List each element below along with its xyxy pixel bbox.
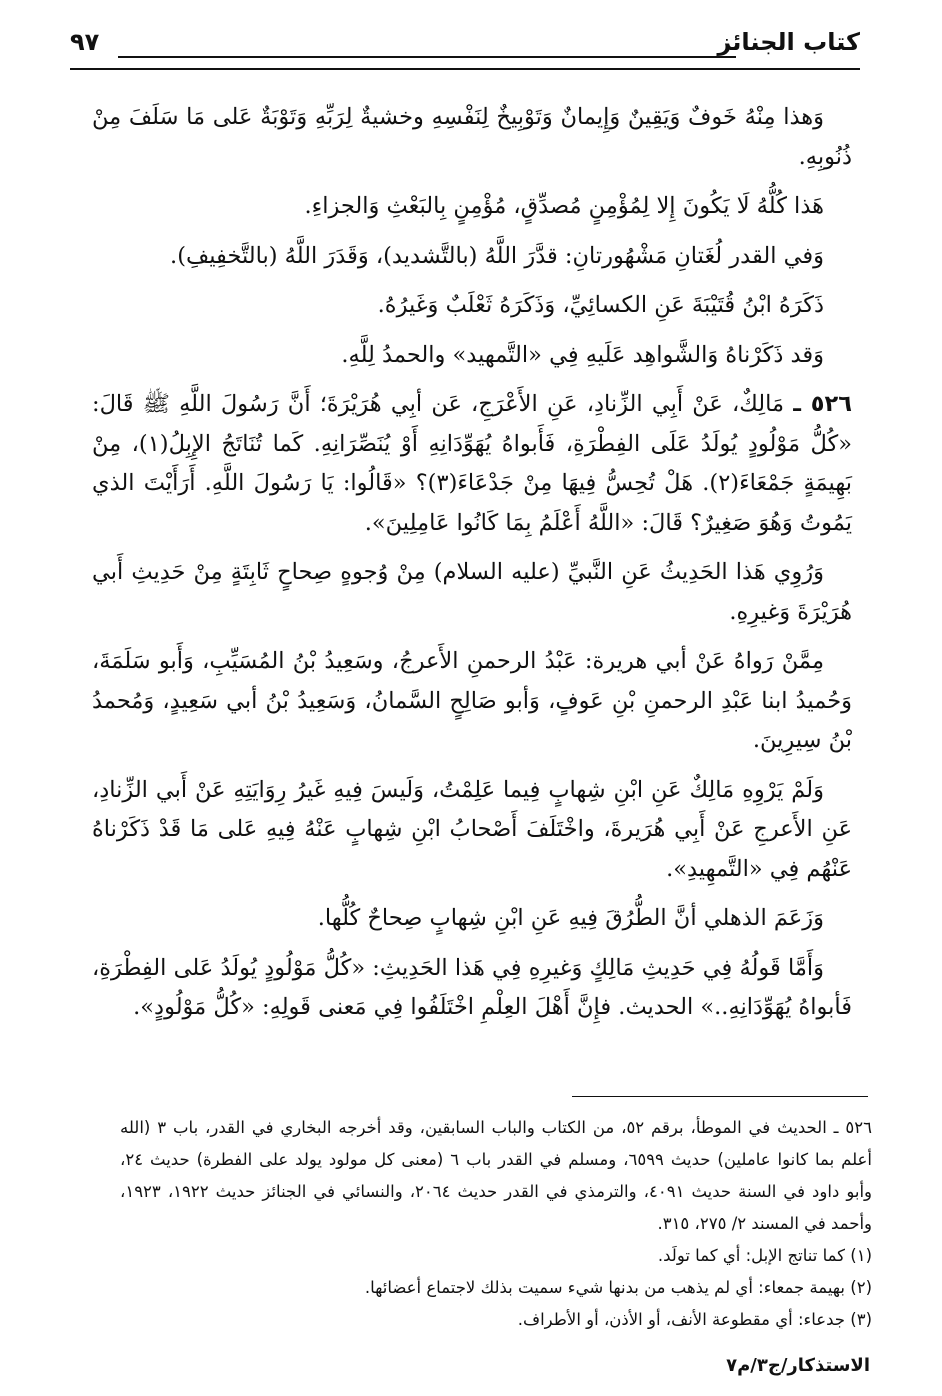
paragraph: وَرُوِي هَذا الحَدِيثُ عَنِ النَّبيِّ (عليه السلام) مِنْ وُجوهٍ صِحاحٍ ثَابِتَةٍ مِنْ حَدِيثِ أَبي هُرَيْرَةَ وَغيرِهِ. — [92, 559, 852, 625]
page-header — [70, 28, 860, 78]
paragraph: وَلَمْ يَرْوِهِ مَالِكٌ عَنِ ابْنِ شِهابٍ فِيما عَلِمْتُ، وَلَيسَ فِيهِ غَيرُ رِوَايَتِهِ عَنْ أَبي الزِّنادِ، عَنِ الأَعرجِ عَنْ أَبِي هُرَيرةَ، واخْتَلَفَ أَصْحابُ ابْنِ شِهابٍ عَنْهُ فِيهِ عَلى مَا قَدْ ذَكَرْناهُ عَنْهُم فِي «التَّمهِيدِ». — [92, 776, 852, 882]
paragraph: وَزَعَمَ الذهلي أنَّ الطُّرُقَ فِيهِ عَنِ ابْنِ شِهابٍ صِحاحٌ كُلُّها. — [317, 905, 824, 931]
paragraph: مِمَّنْ رَواهُ عَنْ أبي هريرة: عَبْدُ الرحمنِ الأَعرجُ، وسَعِيدُ بْنُ المُسَيِّبِ، وَأَبو سَلَمَةَ، وَحُميدُ ابنا عَبْدِ الرحمنِ بْنِ عَوفٍ، وَأبو صَالِحٍ السَّمانُ، وَسَعِيدُ بْنُ أبي سَعِيدٍ، وَمُحمدُ بْنُ سِيرِينَ. — [92, 648, 852, 753]
header-dash-line — [118, 56, 736, 58]
paragraph: ذَكَرَهُ ابْنُ قُتَيْبَةَ عَنِ الكسائِيِّ، وَذَكَرَهُ ثَعْلَبٌ وَغَيرُهُ. — [377, 292, 824, 318]
hadith-paragraph — [92, 385, 852, 543]
paragraph: وَأَمَّا قَولُهُ فِي حَدِيثِ مَالِكٍ وَغيرِهِ فِي هَذا الحَدِيثِ: «كُلُّ مَوْلُودٍ يُولَدُ عَلى الفِطْرَةِ، فَأبواهُ يُهَوِّدَانِهِ..» الحديث. فإِنَّ أَهْلَ العِلْمِ اخْتَلَفُوا فِي مَعنى قَولِهِ: «كُلُّ مَوْلُودٍ». — [92, 954, 852, 1020]
paragraph: هَذا كُلُّهُ لَا يَكُونَ إِلا لِمُؤْمِنٍ مُصدِّقٍ، مُؤْمِنٍ بِالبَعْثِ وَالجزاءِ. — [304, 193, 824, 219]
footnote-source: ٥٢٦ ـ الحديث في الموطأ، برقم ٥٢، من الكتاب والباب السابقين، وقد أخرجه البخاري في القدر، باب ٣ (الله أعلم بما كانوا عاملين) حديث ٦٥٩٩، ومسلم في القدر باب ٦ (معنى كل مولود يولد على الفطرة) حديث ٢٤، وأبو داود في السنة حديث ٤٠٩١، والترمذي في القدر حديث ٢٠٦٤، والنسائي في الجنائز حديث ١٩٢٢، ١٩٢٣، وأحمد في المسند ٢/ ٢٧٥، ٣١٥. — [120, 1118, 872, 1233]
footnote-separator — [572, 1096, 868, 1097]
footnote-3: (٣) جدعاء: أي مقطوعة الأنف، أو الأذن، أو الأطراف. — [517, 1310, 872, 1329]
paragraph: وَقد ذَكَرْناهُ وَالشَّواهِد عَلَيهِ فِي «التَّمهيد» والحمدُ لِلَّهِ. — [341, 341, 824, 368]
paragraph: وَهذا مِنْهُ خَوفٌ وَيَقِينٌ وَإِيمانٌ وَتَوْبِيخٌ لِنَفْسِهِ وخشيةٌ لِرَبِّهِ وَتَوْبَةٌ عَلى مَا سَلَفَ مِنْ ذُنُوبِهِ. — [92, 104, 852, 170]
hadith-number: ٥٢٦ ـ — [793, 391, 852, 417]
running-title: كتاب الجنائز — [717, 28, 860, 56]
page-number: ٩٧ — [70, 28, 100, 56]
main-text — [92, 98, 852, 1038]
hadith-text: مَالِكٌ، عَنْ أَبِي الزِّنادِ، عَنِ الأَعْرَجِ، عَن أبِي هُرَيْرَةَ؛ أَنَّ رَسُولَ اللَّهِ ﷺ قَالَ: «كُلُّ مَوْلُودٍ يُولَدُ عَلَى الفِطْرَةِ، فَأَبواهُ يُهَوِّدَانِهِ أَوْ يُنَصِّرَانِهِ. كَما تُنَاتَجُ الإِبِلُ(١)، مِنْ بَهِيمَةٍ جَمْعَاءَ(٢). هَلْ تُحِسُّ فِيهَا مِنْ جَدْعَاءَ(٣)؟ «قَالُوا: يَا رَسُولَ اللَّهِ. أَرَأَيْتَ الذي يَمُوتُ وَهُوَ صَغِيرٌ؟ قَالَ: «اللَّهُ أَعْلَمُ بِمَا كَانُوا عَامِلِينَ». — [92, 391, 852, 536]
paragraph: وَفي القدر لُغَتانِ مَشْهُورتانِ: قدَّرَ اللَّهُ (بالتَّشديد)، وَقَدَرَ اللَّهُ (بالتَّخفِيفِ). — [170, 242, 824, 269]
footnotes — [120, 1112, 872, 1336]
header-rule — [70, 68, 860, 70]
footnote-2: (٢) بهيمة جمعاء: أي لم يذهب من بدنها شيء سميت بذلك لاجتماع أعضائها. — [364, 1278, 872, 1297]
footnote-1: (١) كما تناتج الإبل: أي كما تولَد. — [657, 1246, 872, 1265]
volume-signature: الاستذكار/ج٣/م٧ — [726, 1355, 870, 1376]
